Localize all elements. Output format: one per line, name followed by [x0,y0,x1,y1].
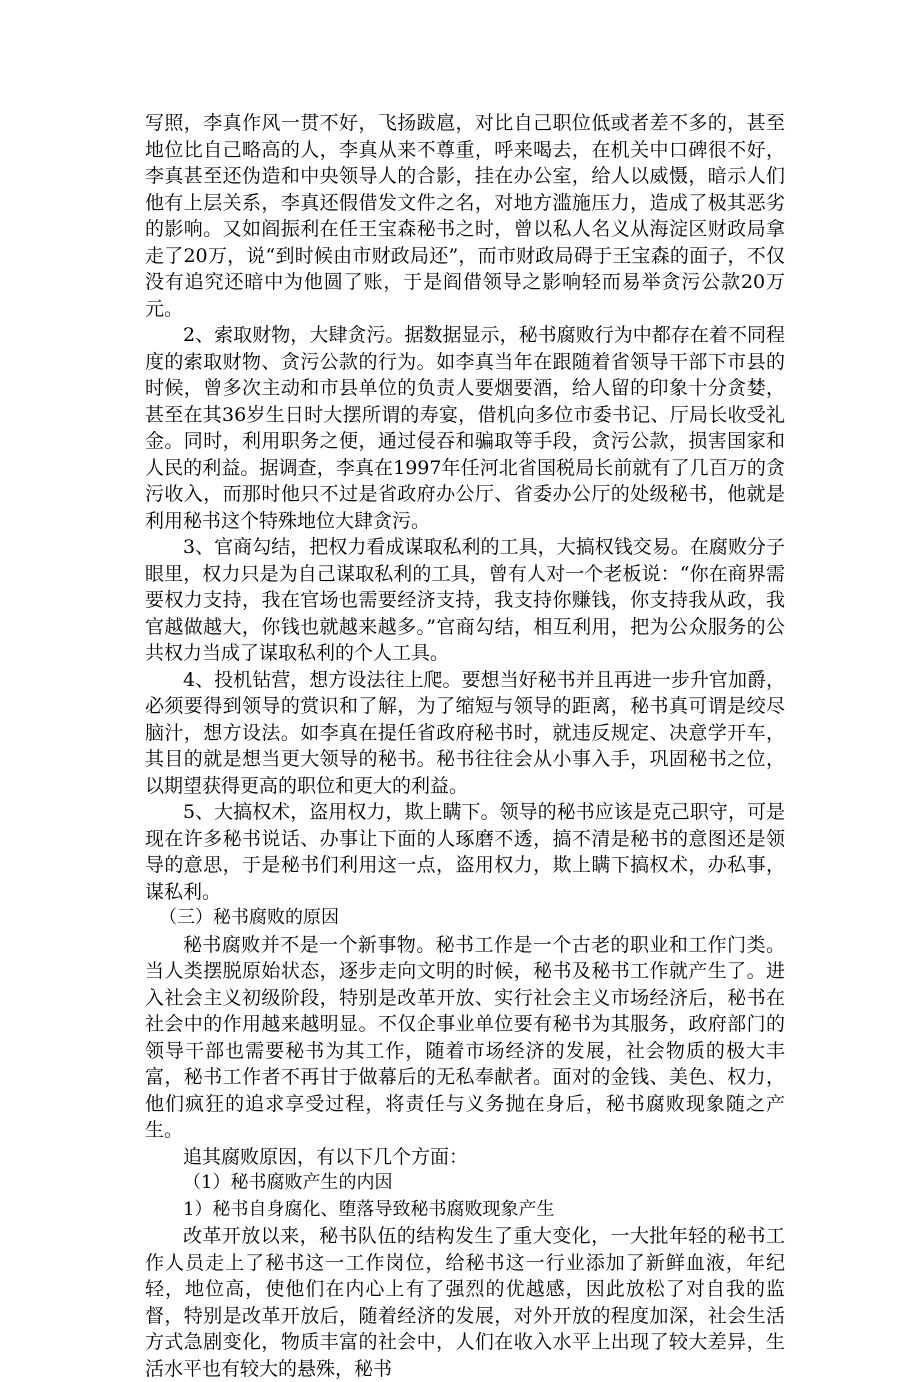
section-paragraph: 秘书腐败并不是一个新事物。秘书工作是一个古老的职业和工作门类。当人类摆脱原始状态，逐步走向文明的时候，秘书及秘书工作就产生了。进入社会主义初级阶段，特别是改革开放、实行社会主义市场经济后，秘书在社会中的作用越来越明显。不仅企事业单位要有秘书为其服务，政府部门的领导干部也需要秘书为其工作，随着市场经济的发展，社会物质的极大丰富，秘书工作者不再甘于做幕后的无私奉献者。面对的金钱、美色、权力，他们疯狂的追求享受过程，将责任与义务抛在身后，秘书腐败现象随之产生。 [145,933,785,1141]
paragraph-item-2: 2、索取财物，大肆贪污。据数据显示，秘书腐败行为中都存在着不同程度的索取财物、贪污公款的行为。如李真当年在跟随着省领导干部下市县的时候，曾多次主动和市县单位的负责人要烟要酒，给人留的印象十分贪婪，甚至在其36岁生日时大摆所谓的寿宴，借机向多位市委书记、厅局长收受礼金。同时，利用职务之便，通过侵吞和骗取等手段，贪污公款，损害国家和人民的利益。据调查，李真在1997年任河北省国税局长前就有了几百万的贪污收入，而那时他只不过是省政府办公厅、省委办公厅的处级秘书，他就是利用秘书这个特殊地位大肆贪污。 [145,324,785,532]
final-paragraph: 改革开放以来，秘书队伍的结构发生了重大变化，一大批年轻的秘书工作人员走上了秘书这一工作岗位，给秘书这一行业添加了新鲜血液，年纪轻，地位高，使他们在内心上有了强烈的优越感，因此放松了对自我的监督，特别是改革开放后，随着经济的发展，对外开放的程度加深，社会生活方式急剧变化，物质丰富的社会中，人们在收入水平上出现了较大差异，生活水平也有较大的悬殊，秘书 [145,1225,785,1380]
paragraph-item-5: 5、大搞权术，盗用权力，欺上瞒下。领导的秘书应该是克己职守，可是现在许多秘书说话、办事让下面的人琢磨不透，搞不清是秘书的意图还是领导的意思，于是秘书们利用这一点，盗用权力，欺上瞒下搞权术，办私事，谋私利。 [145,801,785,903]
sub-sub-heading: 1）秘书自身腐化、堕落导致秘书腐败现象产生 [183,1198,555,1220]
sub-heading: （1）秘书腐败产生的内因 [183,1172,393,1193]
intro-line: 追其腐败原因，有以下几个方面： [183,1145,469,1168]
paragraph-continuation: 写照，李真作风一贯不好，飞扬跋扈，对比自己职位低或者差不多的，甚至地位比自己略高的人，李真从来不尊重，呼来喝去，在机关中口碑很不好，李真甚至还伪造和中央领导人的合影，挂在办公室，给人以威慑，暗示人们他有上层关系，李真还假借发文件之名，对地方滥施压力，造成了极其恶劣的影响。又如阎振利在任王宝森秘书之时，曾以私人名义从海淀区财政局拿走了20万，说“到时候由市财政局还”，而市财政局碍于王宝森的面子，不仅没有追究还暗中为他圆了账，于是阎借领导之影响轻而易举贪污公款20万元。 [145,112,785,320]
paragraph-item-4: 4、投机钻营，想方设法往上爬。要想当好秘书并且再进一步升官加爵，必须要得到领导的赏识和了解，为了缩短与领导的距离，秘书真可谓是绞尽脑汁，想方设法。如李真在提任省政府秘书时，就违反规定、决意学开车，其目的就是想当更大领导的秘书。秘书往往会从小事入手，巩固秘书之位，以期望获得更高的职位和更大的利益。 [145,668,785,797]
document-body [145,110,785,1382]
paragraph-item-3: 3、官商勾结，把权力看成谋取私利的工具，大搞权钱交易。在腐败分子眼里，权力只是为自己谋取私利的工具，曾有人对一个老板说：“你在商界需要权力支持，我在官场也需要经济支持，我支持你赚钱，你支持我从政，我官越做越大，你钱也就越来越多。”官商勾结，相互利用，把为公众服务的公共权力当成了谋取私利的个人工具。 [145,536,785,664]
section-heading: （三）秘书腐败的原因 [159,907,339,928]
